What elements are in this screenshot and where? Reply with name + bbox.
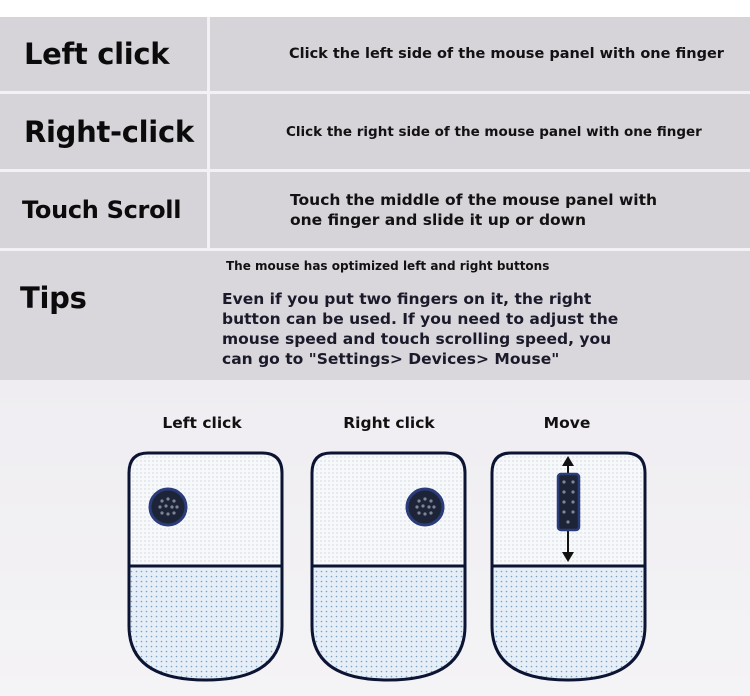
row-right-click	[0, 94, 750, 169]
mouse-left-click-icon	[129, 453, 282, 680]
caption-move: Move	[543, 414, 591, 432]
row-label: Right-click	[24, 114, 194, 149]
tips-heading: The mouse has optimized left and right buttons	[226, 259, 550, 273]
tips-body	[222, 289, 622, 369]
tips-line: mouse speed and touch scrolling speed, you	[222, 330, 612, 348]
tips-label: Tips	[20, 281, 87, 315]
desc-line: Touch the middle of the mouse panel with	[290, 191, 658, 209]
tips-line: button can be used. If you need to adjust the	[222, 310, 619, 328]
divider	[0, 169, 750, 172]
row-label: Touch Scroll	[22, 196, 182, 224]
caption-right-click: Right click	[343, 414, 435, 432]
row-description: Click the left side of the mouse panel with one finger	[289, 46, 724, 62]
divider	[0, 248, 750, 251]
tips-line: Even if you put two fingers on it, the right	[222, 290, 592, 308]
desc-line: one finger and slide it up or down	[290, 211, 587, 229]
row-description	[210, 172, 750, 248]
tips-line: can go to "Settings> Devices> Mouse"	[222, 350, 560, 368]
mouse-illustrations	[0, 380, 750, 696]
mouse-scroll-icon	[492, 453, 645, 680]
row-tips	[0, 251, 750, 380]
row-left-click	[0, 17, 750, 91]
mouse-right-click-icon	[312, 453, 465, 680]
divider	[0, 91, 750, 94]
divider	[207, 17, 210, 248]
caption-left-click: Left click	[162, 414, 242, 432]
row-label: Left click	[24, 37, 170, 71]
row-touch-scroll	[0, 172, 750, 248]
row-description: Click the right side of the mouse panel with one finger	[286, 123, 702, 140]
